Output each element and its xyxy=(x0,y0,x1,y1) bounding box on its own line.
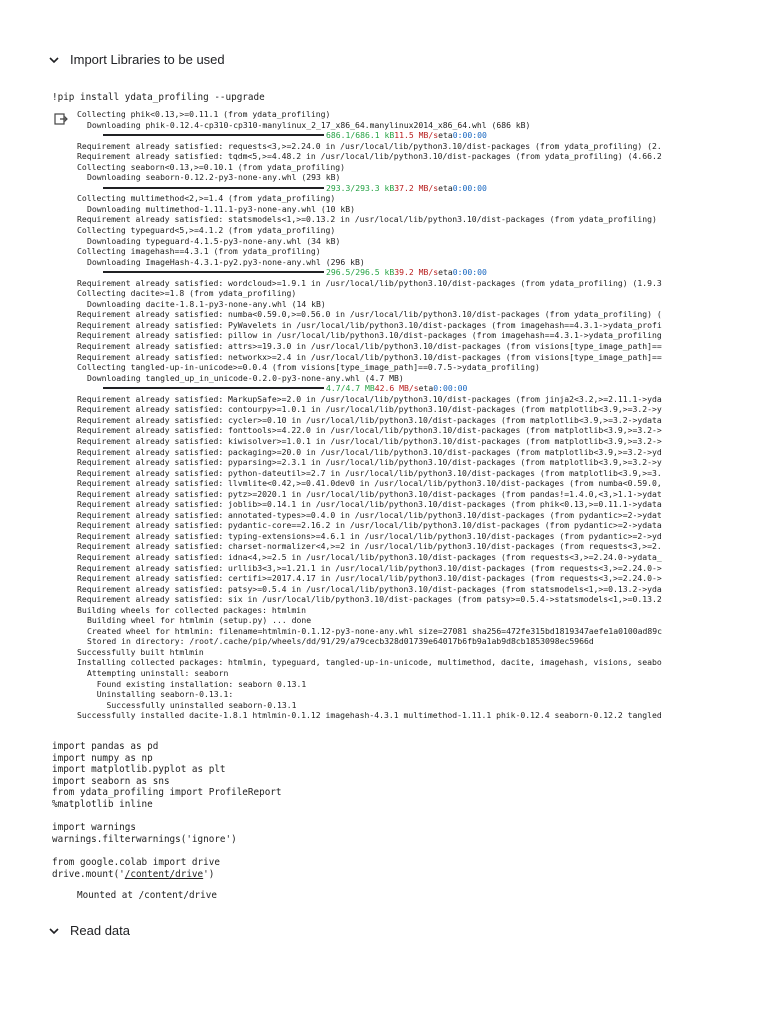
code-line: %matplotlib inline xyxy=(52,798,153,810)
output-line: Collecting multimethod<2,>=1.4 (from ydata_profiling) xyxy=(77,193,336,204)
output-line: Stored in directory: /root/.cache/pip/wheels/dd/91/29/a79cecb328d01739e64017b6fb9a1ab9d8cb1853098ec5966d xyxy=(87,636,594,647)
code-line: warnings.filterwarnings('ignore') xyxy=(52,833,237,845)
progress-size: 296.5/296.5 kB xyxy=(326,267,395,278)
output-line: Found existing installation: seaborn 0.13.1 xyxy=(87,678,307,689)
output-line: Successfully installed dacite-1.8.1 htmlmin-0.1.12 imagehash-4.3.1 multimethod-1.11.1 phik-0.12.4 seaborn-0.12.2 tangled xyxy=(77,710,662,721)
output-line: Downloading tangled_up_in_unicode-0.2.0-py3-none-any.whl (4.7 MB) xyxy=(87,372,404,383)
code-line: from google.colab import drive xyxy=(52,856,220,868)
section-header-read-data[interactable] xyxy=(48,923,130,938)
output-line: Collecting imagehash==4.3.1 (from ydata_profiling) xyxy=(77,246,321,257)
progress-bar xyxy=(103,187,324,189)
output-line: Downloading seaborn-0.12.2-py3-none-any.whl (293 kB) xyxy=(87,172,341,183)
chevron-down-icon[interactable] xyxy=(48,54,60,66)
code-line: import warnings xyxy=(52,822,136,834)
progress-size: 293.3/293.3 kB xyxy=(326,182,395,193)
output-line: Attempting uninstall: seaborn xyxy=(87,667,229,678)
output-line: Downloading typeguard-4.1.5-py3-none-any.whl (34 kB) xyxy=(87,235,341,246)
progress-line xyxy=(77,383,757,394)
download-speed: 37.2 MB/s xyxy=(394,182,439,193)
clear-output-icon[interactable] xyxy=(54,113,68,125)
output-line: Requirement already satisfied: llvmlite<0.42,>=0.41.0dev0 in /usr/local/lib/python3.10/dist-packages (from numba<0.59.0, xyxy=(77,478,662,489)
output-line: Requirement already satisfied: python-dateutil>=2.7 in /usr/local/lib/python3.10/dist-packages (from matplotlib<3.9,>=3. xyxy=(77,467,662,478)
eta-label: eta xyxy=(438,182,453,193)
pip-install-code[interactable]: !pip install ydata_profiling --upgrade xyxy=(52,92,265,103)
mount-path-link[interactable]: /content/drive xyxy=(124,868,204,880)
output-line: Requirement already satisfied: networkx>=2.4 in /usr/local/lib/python3.10/dist-packages (from visions[type_image_path]== xyxy=(77,351,662,362)
output-line: Requirement already satisfied: PyWavelets in /usr/local/lib/python3.10/dist-packages (from imagehash==4.3.1->ydata_profi xyxy=(77,319,662,330)
eta-label: eta xyxy=(438,267,453,278)
code-line xyxy=(52,845,282,857)
output-line: Requirement already satisfied: tqdm<5,>=4.48.2 in /usr/local/lib/python3.10/dist-packages (from ydata_profiling) (4.66.2 xyxy=(77,151,662,162)
eta-label: eta xyxy=(438,130,453,141)
output-line: Requirement already satisfied: cycler>=0.10 in /usr/local/lib/python3.10/dist-packages (from matplotlib<3.9,>=3.2->ydata xyxy=(77,414,662,425)
progress-size: 4.7/4.7 MB xyxy=(326,383,375,394)
progress-bar xyxy=(103,387,324,389)
output-line: Uninstalling seaborn-0.13.1: xyxy=(87,689,234,700)
output-line: Requirement already satisfied: attrs>=19.3.0 in /usr/local/lib/python3.10/dist-packages (from visions[type_image_path]== xyxy=(77,341,662,352)
output-line: Downloading phik-0.12.4-cp310-cp310-manylinux_2_17_x86_64.manylinux2014_x86_64.whl (686 kB) xyxy=(87,119,531,130)
output-line: Requirement already satisfied: six in /usr/local/lib/python3.10/dist-packages (from patsy>=0.5.4->statsmodels<1,>=0.13.2 xyxy=(77,594,662,605)
output-line: Collecting typeguard<5,>=4.1.2 (from ydata_profiling) xyxy=(77,225,336,236)
output-line: Collecting phik<0.13,>=0.11.1 (from ydata_profiling) xyxy=(77,109,331,119)
progress-line xyxy=(77,130,757,141)
eta-value: 0:00:00 xyxy=(452,182,487,193)
progress-size: 686.1/686.1 kB xyxy=(326,130,395,141)
output-line: Collecting dacite>=1.8 (from ydata_profiling) xyxy=(77,288,297,299)
chevron-down-icon[interactable] xyxy=(48,925,60,937)
code-line: import pandas as pd xyxy=(52,741,159,752)
output-line: Building wheel for htmlmin (setup.py) ... done xyxy=(87,615,312,626)
output-line: Collecting seaborn<0.13,>=0.10.1 (from ydata_profiling) xyxy=(77,161,346,172)
output-line: Requirement already satisfied: patsy>=0.5.4 in /usr/local/lib/python3.10/dist-packages (from statsmodels<1,>=0.13.2->yda xyxy=(77,583,662,594)
output-line: Requirement already satisfied: pyparsing>=2.3.1 in /usr/local/lib/python3.10/dist-packages (from matplotlib<3.9,>=3.2->y xyxy=(77,457,662,468)
code-line: from ydata_profiling import ProfileReport xyxy=(52,787,282,799)
output-line: Successfully built htmlmin xyxy=(77,646,204,657)
output-line: Requirement already satisfied: contourpy>=1.0.1 in /usr/local/lib/python3.10/dist-packages (from matplotlib<3.9,>=3.2->y xyxy=(77,404,662,415)
output-line: Created wheel for htmlmin: filename=htmlmin-0.1.12-py3-none-any.whl size=27081 sha256=472fe315bd1819347aefe1a0100ad89c xyxy=(87,625,662,636)
mount-call: drive.mount(' xyxy=(52,868,125,880)
code-line-mount xyxy=(52,869,282,881)
output-line: Installing collected packages: htmlmin, typeguard, tangled-up-in-unicode, multimethod, dacite, imagehash, visions, seabo xyxy=(77,657,662,668)
eta-value: 0:00:00 xyxy=(452,267,487,278)
mount-call-end: ') xyxy=(203,868,215,880)
output-line: Requirement already satisfied: packaging>=20.0 in /usr/local/lib/python3.10/dist-packages (from matplotlib<3.9,>=3.2->yd xyxy=(77,446,662,457)
code-line: import seaborn as sns xyxy=(52,775,170,787)
output-line: Requirement already satisfied: pillow in /usr/local/lib/python3.10/dist-packages (from imagehash==4.3.1->ydata_profiling xyxy=(77,330,662,341)
output-line: Requirement already satisfied: charset-normalizer<4,>=2 in /usr/local/lib/python3.10/dist-packages (from requests<3,>=2. xyxy=(77,541,662,552)
output-line: Requirement already satisfied: pydantic-core==2.16.2 in /usr/local/lib/python3.10/dist-packages (from pydantic>=2->ydata xyxy=(77,520,662,531)
code-line: import matplotlib.pyplot as plt xyxy=(52,764,226,776)
output-line: Requirement already satisfied: urllib3<3,>=1.21.1 in /usr/local/lib/python3.10/dist-packages (from requests<3,>=2.24.0-> xyxy=(77,562,662,573)
download-speed: 42.6 MB/s xyxy=(374,383,419,394)
progress-line xyxy=(77,183,757,194)
output-line: Requirement already satisfied: numba<0.59.0,>=0.56.0 in /usr/local/lib/python3.10/dist-packages (from ydata_profiling) ( xyxy=(77,309,662,320)
output-line: Requirement already satisfied: requests<3,>=2.24.0 in /usr/local/lib/python3.10/dist-packages (from ydata_profiling) (2. xyxy=(77,140,662,151)
pip-install-output xyxy=(77,109,757,721)
output-line: Requirement already satisfied: fonttools>=4.22.0 in /usr/local/lib/python3.10/dist-packages (from matplotlib<3.9,>=3.2-> xyxy=(77,425,662,436)
progress-bar xyxy=(103,134,324,136)
output-line: Building wheels for collected packages: htmlmin xyxy=(77,604,307,615)
output-line: Downloading ImageHash-4.3.1-py2.py3-none-any.whl (296 kB) xyxy=(87,256,365,267)
eta-value: 0:00:00 xyxy=(433,383,468,394)
output-line: Requirement already satisfied: annotated-types>=0.4.0 in /usr/local/lib/python3.10/dist-packages (from pydantic>=2->ydat xyxy=(77,509,662,520)
output-line: Requirement already satisfied: wordcloud>=1.9.1 in /usr/local/lib/python3.10/dist-packages (from ydata_profiling) (1.9.3 xyxy=(77,277,662,288)
import-code-cell[interactable] xyxy=(52,741,282,880)
section-title: Import Libraries to be used xyxy=(70,52,225,67)
download-speed: 39.2 MB/s xyxy=(394,267,439,278)
code-line: import numpy as np xyxy=(52,752,153,764)
output-line: Requirement already satisfied: pytz>=2020.1 in /usr/local/lib/python3.10/dist-packages (from pandas!=1.4.0,<3,>1.1->ydat xyxy=(77,488,662,499)
output-line: Requirement already satisfied: certifi>=2017.4.17 in /usr/local/lib/python3.10/dist-packages (from requests<3,>=2.24.0-> xyxy=(77,573,662,584)
output-line: Requirement already satisfied: joblib>=0.14.1 in /usr/local/lib/python3.10/dist-packages (from phik<0.13,>=0.11.1->ydata xyxy=(77,499,662,510)
eta-label: eta xyxy=(418,383,434,394)
section-title: Read data xyxy=(70,923,130,938)
output-line: Downloading multimethod-1.11.1-py3-none-any.whl (10 kB) xyxy=(87,203,356,214)
output-line: Requirement already satisfied: statsmodels<1,>=0.13.2 in /usr/local/lib/python3.10/dist-packages (from ydata_profiling) xyxy=(77,214,657,225)
download-speed: 11.5 MB/s xyxy=(394,130,439,141)
section-header-import-libraries[interactable] xyxy=(48,52,225,67)
output-line: Requirement already satisfied: MarkupSafe>=2.0 in /usr/local/lib/python3.10/dist-packages (from jinja2<3.2,>=2.11.1->yda xyxy=(77,393,662,404)
output-line: Successfully uninstalled seaborn-0.13.1 xyxy=(87,699,297,710)
output-line: Collecting tangled-up-in-unicode>=0.0.4 (from visions[type_image_path]==0.7.5->ydata_profiling) xyxy=(77,362,540,373)
mount-output: Mounted at /content/drive xyxy=(77,890,217,901)
output-line: Requirement already satisfied: idna<4,>=2.5 in /usr/local/lib/python3.10/dist-packages (from requests<3,>=2.24.0->ydata_ xyxy=(77,551,662,562)
progress-bar xyxy=(103,271,324,273)
code-line xyxy=(52,811,282,823)
eta-value: 0:00:00 xyxy=(452,130,487,141)
output-line: Requirement already satisfied: typing-extensions>=4.6.1 in /usr/local/lib/python3.10/dist-packages (from pydantic>=2->yd xyxy=(77,530,662,541)
progress-line xyxy=(77,267,757,278)
output-line: Downloading dacite-1.8.1-py3-none-any.whl (14 kB) xyxy=(87,298,326,309)
output-line: Requirement already satisfied: kiwisolver>=1.0.1 in /usr/local/lib/python3.10/dist-packages (from matplotlib<3.9,>=3.2-> xyxy=(77,435,662,446)
